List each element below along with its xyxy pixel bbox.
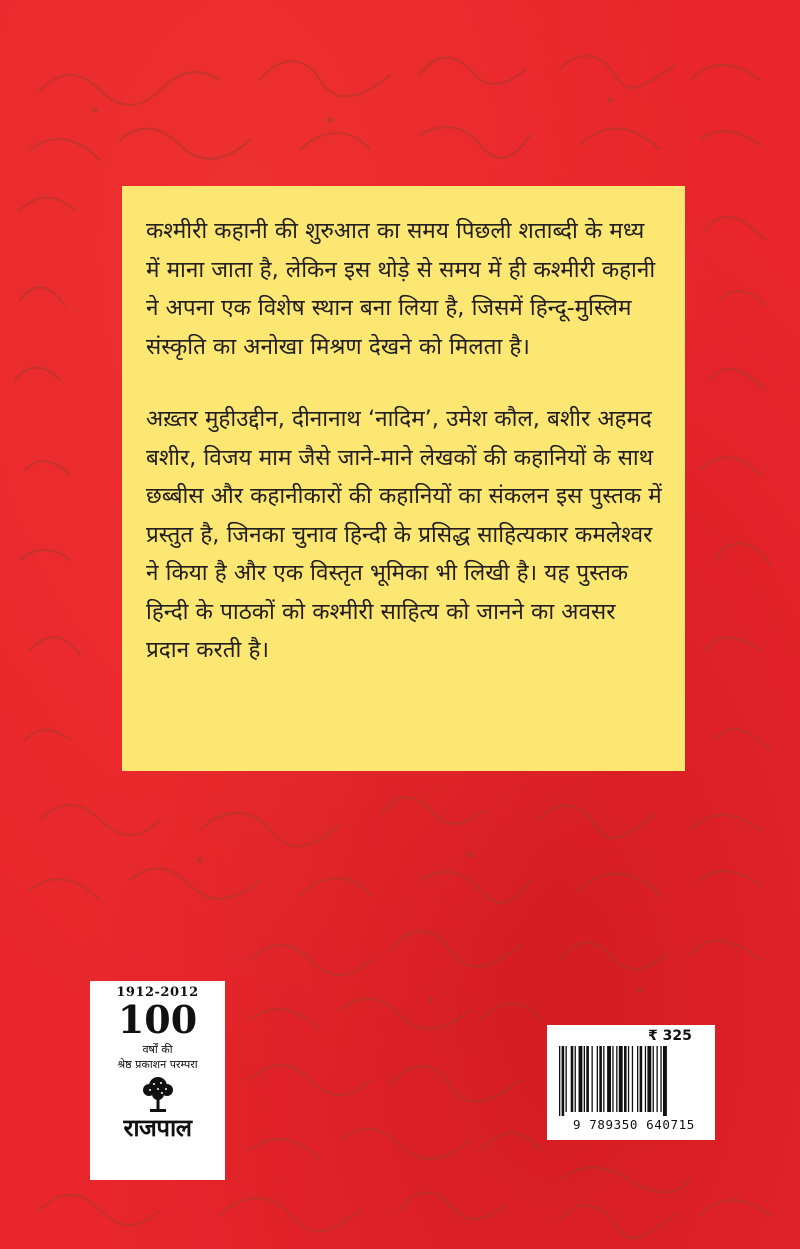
barcode-bar	[612, 1046, 613, 1112]
badge-tagline-2: श्रेष्ठ प्रकाशन परम्परा	[117, 1058, 198, 1071]
badge-tagline-1: वर्षों की	[142, 1043, 173, 1056]
barcode-bar	[632, 1046, 633, 1112]
barcode-bar	[579, 1046, 583, 1112]
barcode-bar	[559, 1046, 560, 1116]
barcode-bar	[584, 1046, 585, 1112]
barcode-bar	[571, 1046, 574, 1112]
publisher-centenary-badge	[90, 981, 225, 1180]
barcode-bar	[640, 1046, 643, 1112]
publisher-name: राजपाल	[123, 1114, 192, 1142]
barcode-bar	[597, 1046, 598, 1112]
barcode-bar	[663, 1046, 667, 1116]
barcode-bar	[628, 1046, 629, 1112]
price-label: ₹ 325	[648, 1028, 692, 1044]
isbn-number: 9 789350 640715	[573, 1117, 695, 1132]
barcode-bar	[603, 1046, 604, 1112]
blurb-box	[122, 186, 685, 771]
barcode-bar	[566, 1046, 567, 1112]
barcode-bar	[619, 1046, 623, 1112]
blurb-paragraph-1: कश्मीरी कहानी की शुरुआत का समय पिछली शताब्दी के मध्य में माना जाता है, लेकिन इस थोड़े से समय में ही कश्मीरी कहानी ने अपना एक विशेष स्थान बना लिया है, जिसमें हिन्दू-मुस्लिम संस्कृति का अनोखा मिश्रण देखने को मिलता है।	[146, 218, 656, 360]
barcode-bar	[657, 1046, 658, 1112]
badge-years: 1912-2012	[116, 985, 199, 1000]
barcode-icon	[557, 1046, 707, 1116]
barcode-bar	[592, 1046, 593, 1112]
barcode-bar	[624, 1046, 627, 1112]
blurb-paragraph-2: अख़्तर मुहीउद्दीन, दीनानाथ ‘नादिम’, उमेश कौल, बशीर अहमद बशीर, विजय माम जैसे जाने-माने लेखकों की कहानियों के साथ छब्बीस और कहानीकारों की कहानियों का संकलन इस पुस्तक में प्रस्तुत है, जिनका चुनाव हिन्दी के प्रसिद्ध साहित्यकार कमलेश्वर ने किया है और एक विस्तृत भूमिका भी लिखी है। यह पुस्तक हिन्दी के पाठकों को कश्मीरी साहित्य को जानने का अवसर प्रदान करती है।	[146, 406, 662, 663]
barcode-bar	[586, 1046, 589, 1112]
barcode-bar	[599, 1046, 602, 1112]
barcode-bar	[562, 1046, 565, 1116]
barcode-bar	[660, 1046, 661, 1112]
barcode-bar	[607, 1046, 611, 1112]
tree-icon	[138, 1074, 178, 1114]
barcode-bar	[645, 1046, 646, 1112]
barcode-bar	[637, 1046, 638, 1112]
badge-hundred: 100	[117, 997, 198, 1042]
barcode-bar	[647, 1046, 651, 1112]
barcode-bar	[575, 1046, 576, 1112]
barcode-bar	[616, 1046, 617, 1112]
barcode-bar	[653, 1046, 654, 1112]
